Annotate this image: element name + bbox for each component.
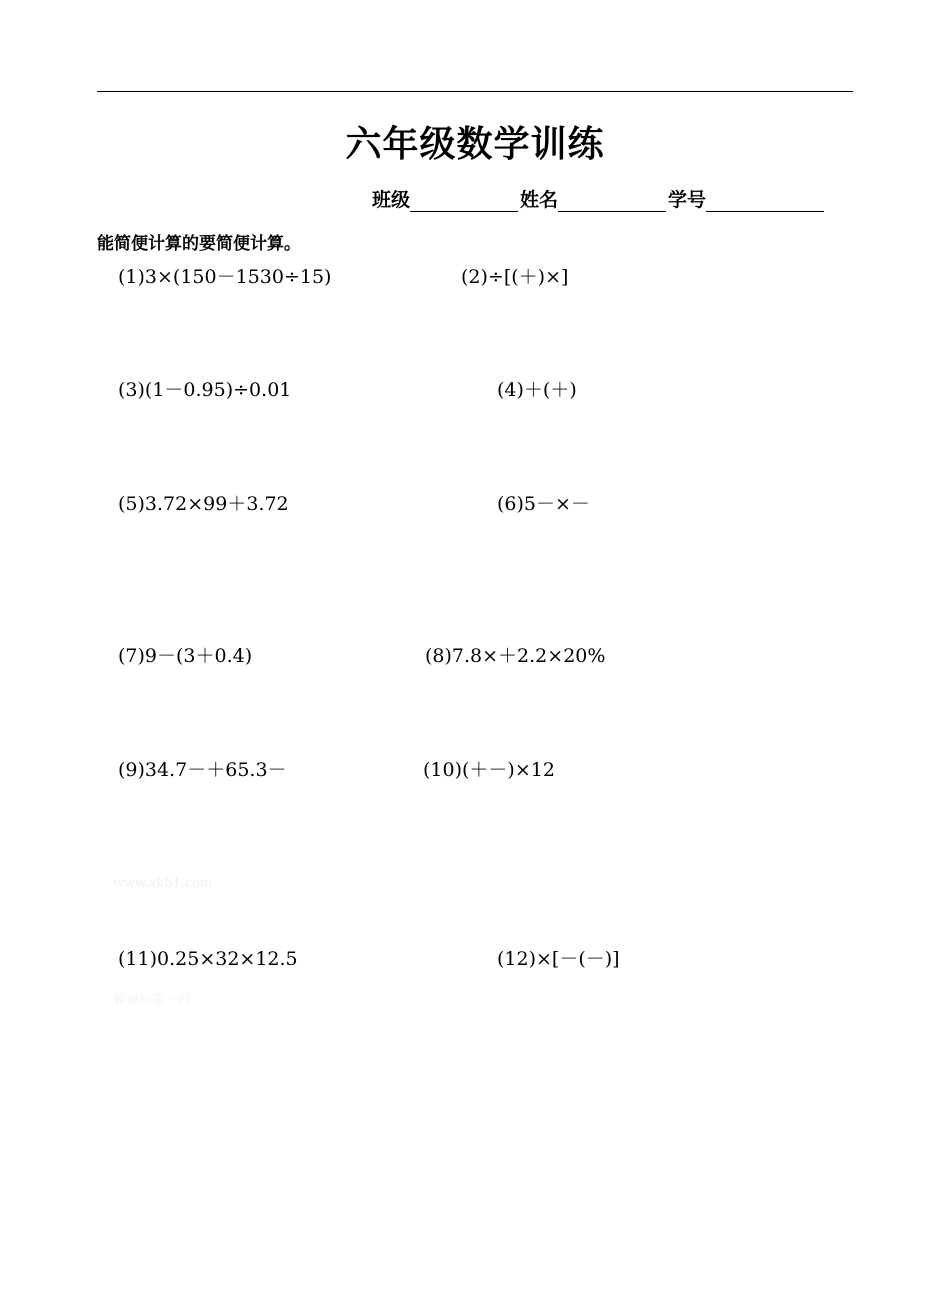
problem-expression: ÷[(＋)×] bbox=[487, 266, 569, 288]
class-label: 班级 bbox=[372, 189, 411, 211]
name-blank[interactable] bbox=[558, 189, 666, 212]
problem-expression: 0.25×32×12.5 bbox=[157, 948, 298, 970]
problem-number: (8) bbox=[425, 645, 452, 667]
student-info-row bbox=[372, 186, 826, 212]
problem-number: (10) bbox=[423, 759, 463, 781]
problem-number: (1) bbox=[118, 266, 145, 288]
problem-3 bbox=[118, 378, 291, 402]
problem-expression: 5－×－ bbox=[523, 493, 590, 515]
problem-number: (9) bbox=[118, 759, 145, 781]
problem-5 bbox=[118, 492, 289, 516]
problem-expression: ＋(＋) bbox=[523, 379, 577, 401]
problem-expression: 3.72×99＋3.72 bbox=[144, 493, 289, 515]
page-title: 六年级数学训练 bbox=[345, 124, 605, 165]
problem-expression: 34.7－＋65.3－ bbox=[144, 759, 287, 781]
problem-6 bbox=[497, 492, 590, 516]
problem-9 bbox=[118, 758, 287, 782]
problem-expression: (＋－)×12 bbox=[462, 759, 555, 781]
problem-number: (3) bbox=[118, 379, 145, 401]
problem-1 bbox=[118, 265, 331, 289]
problem-expression: 9－(3＋0.4) bbox=[144, 645, 253, 667]
class-blank[interactable] bbox=[410, 189, 518, 212]
problem-number: (4) bbox=[497, 379, 524, 401]
top-rule bbox=[97, 91, 853, 92]
problem-10 bbox=[423, 758, 555, 782]
watermark-text: 新课标第一网 bbox=[113, 993, 192, 1008]
id-blank[interactable] bbox=[706, 189, 824, 212]
problem-expression: (1－0.95)÷0.01 bbox=[144, 379, 292, 401]
problem-7 bbox=[118, 644, 252, 668]
problem-expression: ×[－(－)] bbox=[536, 948, 620, 970]
id-label: 学号 bbox=[668, 189, 707, 211]
name-label: 姓名 bbox=[520, 189, 559, 211]
problem-11 bbox=[118, 947, 298, 971]
problem-number: (2) bbox=[461, 266, 488, 288]
problem-expression: 7.8×＋2.2×20% bbox=[451, 645, 606, 667]
instruction-text: 能简便计算的要简便计算。 bbox=[97, 234, 301, 254]
problem-number: (6) bbox=[497, 493, 524, 515]
problem-number: (12) bbox=[497, 948, 537, 970]
problem-expression: 3×(150－1530÷15) bbox=[144, 266, 332, 288]
problem-8 bbox=[425, 644, 605, 668]
problem-number: (7) bbox=[118, 645, 145, 667]
watermark-site: www.xkb1.com bbox=[113, 876, 213, 891]
problem-number: (11) bbox=[118, 948, 158, 970]
problem-4 bbox=[497, 378, 577, 402]
problem-number: (5) bbox=[118, 493, 145, 515]
problem-12 bbox=[497, 947, 620, 971]
problem-2 bbox=[461, 265, 568, 289]
